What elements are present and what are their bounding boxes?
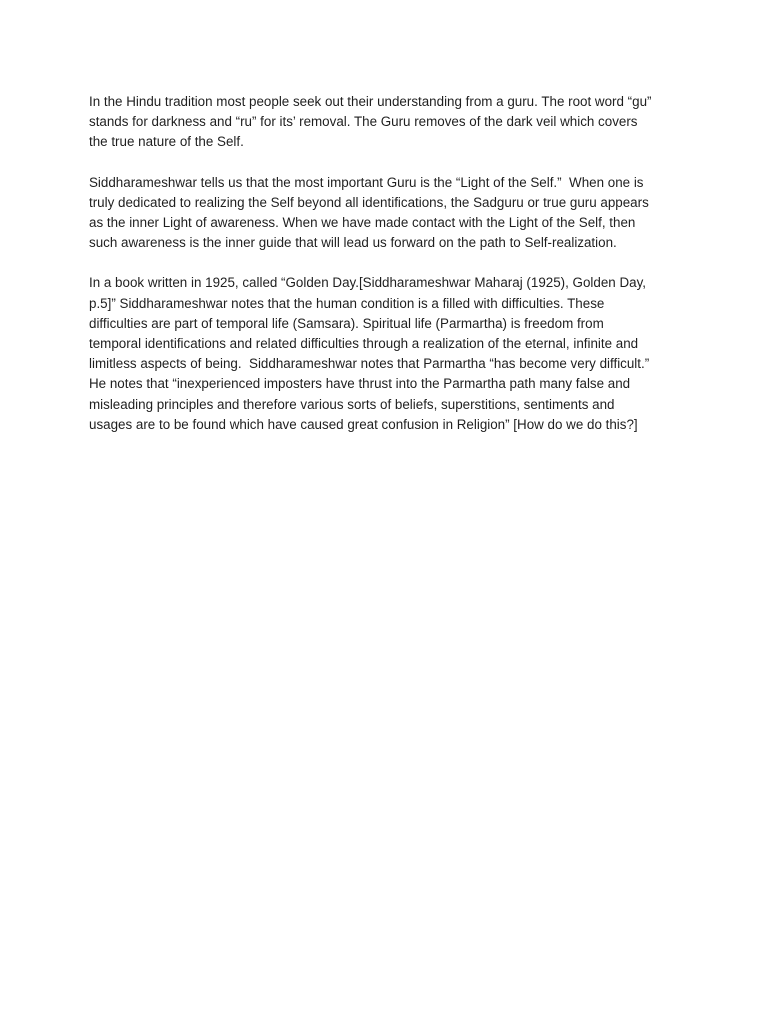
paragraph-line: p.5]” Siddharameshwar notes that the human condition is a filled with difficulties. These [89,295,605,311]
paragraph-line: as the inner Light of awareness. When we have made contact with the Light of the Self, then [89,215,636,231]
paragraph-line: In a book written in 1925, called “Golden Day.[Siddharameshwar Maharaj (1925), Golden Day, [89,275,646,291]
paragraph-line: difficulties are part of temporal life (Samsara). Spiritual life (Parmartha) is freedom from [89,315,604,331]
paragraph-line: Siddharameshwar tells us that the most important Guru is the “Light of the Self.” When one is [89,174,644,190]
paragraph-line: truly dedicated to realizing the Self beyond all identifications, the Sadguru or true guru appears [89,194,649,210]
document-body [89,92,689,455]
paragraph-line: usages are to be found which have caused great confusion in Religion” [How do we do this?] [89,416,638,432]
paragraph-line: temporal identifications and related difficulties through a realization of the eternal, infinite and [89,336,639,352]
paragraph-line: limitless aspects of being. Siddharameshwar notes that Parmartha “has become very difficult.” [89,356,650,372]
paragraph-line: He notes that “inexperienced imposters have thrust into the Parmartha path many false and [89,376,631,392]
paragraph-line: such awareness is the inner guide that will lead us forward on the path to Self-realization. [89,235,617,251]
paragraph-2 [89,173,689,254]
paragraph-1 [89,92,689,153]
paragraph-line: stands for darkness and “ru” for its’ removal. The Guru removes of the dark veil which covers [89,114,638,130]
paragraph-line: In the Hindu tradition most people seek out their understanding from a guru. The root word “gu” [89,94,652,109]
paragraph-line: misleading principles and therefore various sorts of beliefs, superstitions, sentiments and [89,396,615,412]
paragraph-line: the true nature of the Self. [89,134,244,150]
paragraph-3 [89,273,689,435]
